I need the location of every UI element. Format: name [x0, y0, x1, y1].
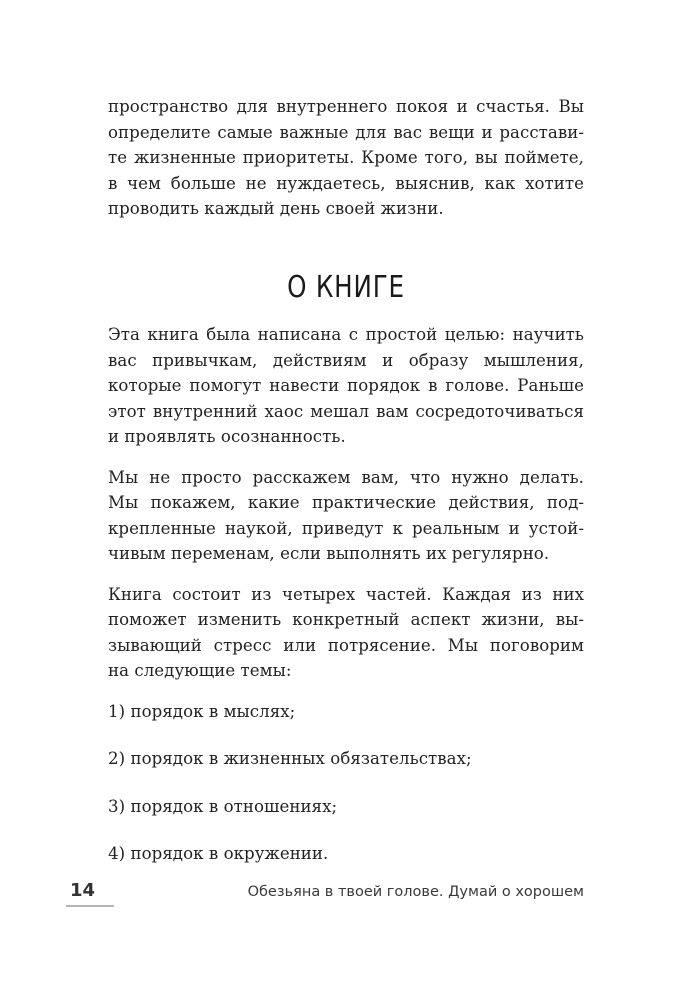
- running-title: Обезьяна в твоей голове. Думай о хорошем: [247, 884, 584, 900]
- text-line: проводить каждый день своей жизни.: [108, 199, 444, 218]
- text-line: Мы покажем, какие практические действия, под-: [108, 493, 584, 512]
- text-line: Эта книга была написана с простой целью: научить: [108, 325, 584, 344]
- text-line: и проявлять осознанность.: [108, 427, 346, 446]
- topic-list: [108, 699, 584, 867]
- intro-paragraph: [108, 94, 584, 222]
- paragraph-approach: [108, 465, 584, 567]
- text-line: на следующие темы:: [108, 661, 292, 680]
- text-line: крепленные наукой, приведут к реальным и устой-: [108, 518, 584, 538]
- text-line: те жизненные приоритеты. Кроме того, вы поймете,: [108, 148, 584, 167]
- text-line: этот внутренний хаос мешал вам сосредоточиваться: [108, 401, 584, 421]
- text-line: в чем больше не нуждаетесь, выяснив, как хотите: [108, 173, 584, 193]
- text-line: которые помогут навести порядок в голове. Раньше: [108, 376, 584, 395]
- paragraph-purpose: [108, 322, 584, 450]
- text-line: зывающий стресс или потрясение. Мы поговорим: [108, 635, 584, 655]
- text-line: чивым переменам, если выполнять их регулярно.: [108, 544, 550, 563]
- page-number: 14: [70, 880, 96, 901]
- footer-divider: [66, 905, 114, 907]
- text-line: вас привычкам, действиям и образу мышления,: [108, 350, 584, 370]
- list-item: 3) порядок в отношениях;: [108, 796, 338, 816]
- section-heading: О КНИГЕ: [287, 270, 405, 305]
- intro-text: [108, 94, 584, 222]
- text-line: определите самые важные для вас вещи и расстави-: [108, 122, 584, 142]
- list-item: 1) порядок в мыслях;: [108, 701, 296, 721]
- section-body: [108, 322, 584, 889]
- text-line: пространство для внутреннего покоя и счастья. Вы: [108, 97, 584, 116]
- paragraph-structure: [108, 582, 584, 684]
- text-line: поможет изменить конкретный аспект жизни, вы-: [108, 610, 584, 629]
- list-item: 4) порядок в окружении.: [108, 844, 329, 863]
- text-line: Книга состоит из четырех частей. Каждая из них: [108, 584, 584, 604]
- text-line: Мы не просто расскажем вам, что нужно делать.: [108, 467, 584, 487]
- list-item: 2) порядок в жизненных обязательствах;: [108, 749, 472, 768]
